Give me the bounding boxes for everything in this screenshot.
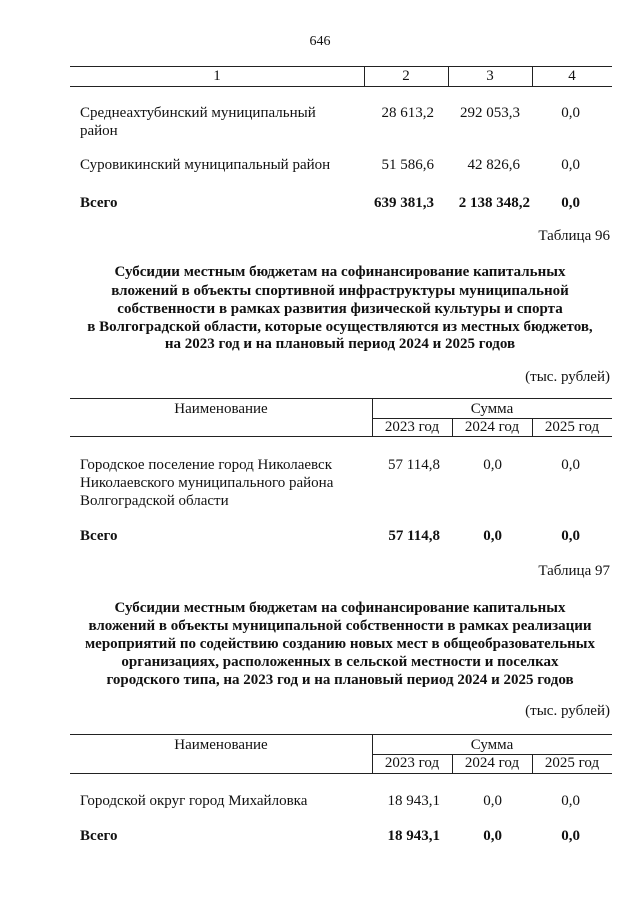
table-header-border bbox=[70, 773, 612, 774]
unit-label: (тыс. рублей) bbox=[525, 369, 610, 385]
row-name: Городской округ город Михайловка bbox=[80, 793, 308, 809]
row-name: Суровикинский муниципальный район bbox=[80, 157, 331, 173]
title-line: Субсидии местным бюджетам на софинансирование капитальных bbox=[114, 600, 566, 616]
header-year-2023: 2023 год bbox=[384, 419, 440, 435]
header-year-2025: 2025 год bbox=[544, 755, 600, 771]
row-value-2: 28 613,2 bbox=[381, 105, 434, 121]
table-96-label: Таблица 96 bbox=[538, 228, 610, 244]
total-value-2025: 0,0 bbox=[561, 528, 580, 544]
title-line: мероприятий по содействию созданию новых мест в общеобразовательных bbox=[84, 636, 596, 652]
total-value-3: 2 138 348,2 bbox=[458, 195, 530, 211]
total-value-2025: 0,0 bbox=[561, 828, 580, 844]
row-value-2023: 57 114,8 bbox=[388, 457, 440, 473]
header-name: Наименование bbox=[174, 737, 268, 753]
col-number-1: 1 bbox=[213, 68, 221, 84]
col-number-4: 4 bbox=[568, 68, 576, 84]
row-value-2: 51 586,6 bbox=[381, 157, 434, 173]
total-value-2023: 57 114,8 bbox=[388, 528, 440, 544]
total-value-2024: 0,0 bbox=[483, 828, 502, 844]
title-line: вложений в объекты спортивной инфраструктуры муниципальной bbox=[111, 283, 569, 299]
header-year-2024: 2024 год bbox=[464, 755, 520, 771]
row-name-line: Николаевского муниципального района bbox=[80, 475, 334, 491]
header-year-2025: 2025 год bbox=[544, 419, 600, 435]
header-sum: Сумма bbox=[470, 737, 514, 753]
col-number-2: 2 bbox=[402, 68, 410, 84]
title-line: на 2023 год и на плановый период 2024 и 2025 годов bbox=[164, 336, 516, 352]
total-value-2023: 18 943,1 bbox=[387, 828, 440, 844]
row-name: Среднеахтубинский муниципальный район bbox=[80, 105, 316, 139]
title-line: собственности в рамках развития физической культуры и спорта bbox=[117, 301, 563, 317]
row-value-4: 0,0 bbox=[561, 105, 580, 121]
title-line: в Волгоградской области, которые осуществляются из местных бюджетов, bbox=[87, 319, 593, 335]
title-line: вложений в объекты муниципальной собственности в рамках реализации bbox=[88, 618, 592, 634]
total-label: Всего bbox=[80, 828, 118, 844]
row-value-2025: 0,0 bbox=[561, 457, 580, 473]
total-value-4: 0,0 bbox=[561, 195, 580, 211]
row-name-line: Волгоградской области bbox=[80, 493, 229, 509]
row-value-3: 292 053,3 bbox=[460, 105, 520, 121]
row-value-4: 0,0 bbox=[561, 157, 580, 173]
row-value-3: 42 826,6 bbox=[467, 157, 520, 173]
title-line: Субсидии местным бюджетам на софинансирование капитальных bbox=[114, 264, 566, 280]
total-label: Всего bbox=[80, 195, 118, 211]
total-value-2024: 0,0 bbox=[483, 528, 502, 544]
row-value-2024: 0,0 bbox=[483, 457, 502, 473]
row-value-2025: 0,0 bbox=[561, 793, 580, 809]
table-97-label: Таблица 97 bbox=[538, 563, 610, 579]
header-year-2023: 2023 год bbox=[384, 755, 440, 771]
header-name: Наименование bbox=[174, 401, 268, 417]
row-value-2024: 0,0 bbox=[483, 793, 502, 809]
table-header-border bbox=[70, 86, 612, 87]
total-value-2: 639 381,3 bbox=[374, 195, 434, 211]
total-label: Всего bbox=[80, 528, 118, 544]
table-header-border bbox=[70, 436, 612, 437]
header-sum: Сумма bbox=[470, 401, 514, 417]
header-year-2024: 2024 год bbox=[464, 419, 520, 435]
row-value-2023: 18 943,1 bbox=[387, 793, 440, 809]
table-top-border bbox=[70, 398, 612, 399]
page-number: 646 bbox=[309, 34, 331, 49]
row-name-line: Городское поселение город Николаевск bbox=[80, 457, 332, 473]
unit-label: (тыс. рублей) bbox=[525, 703, 610, 719]
table-top-border bbox=[70, 734, 612, 735]
title-line: организациях, расположенных в сельской местности и поселках bbox=[121, 654, 559, 670]
col-number-3: 3 bbox=[486, 68, 494, 84]
title-line: городского типа, на 2023 год и на плановый период 2024 и 2025 годов bbox=[106, 672, 574, 688]
